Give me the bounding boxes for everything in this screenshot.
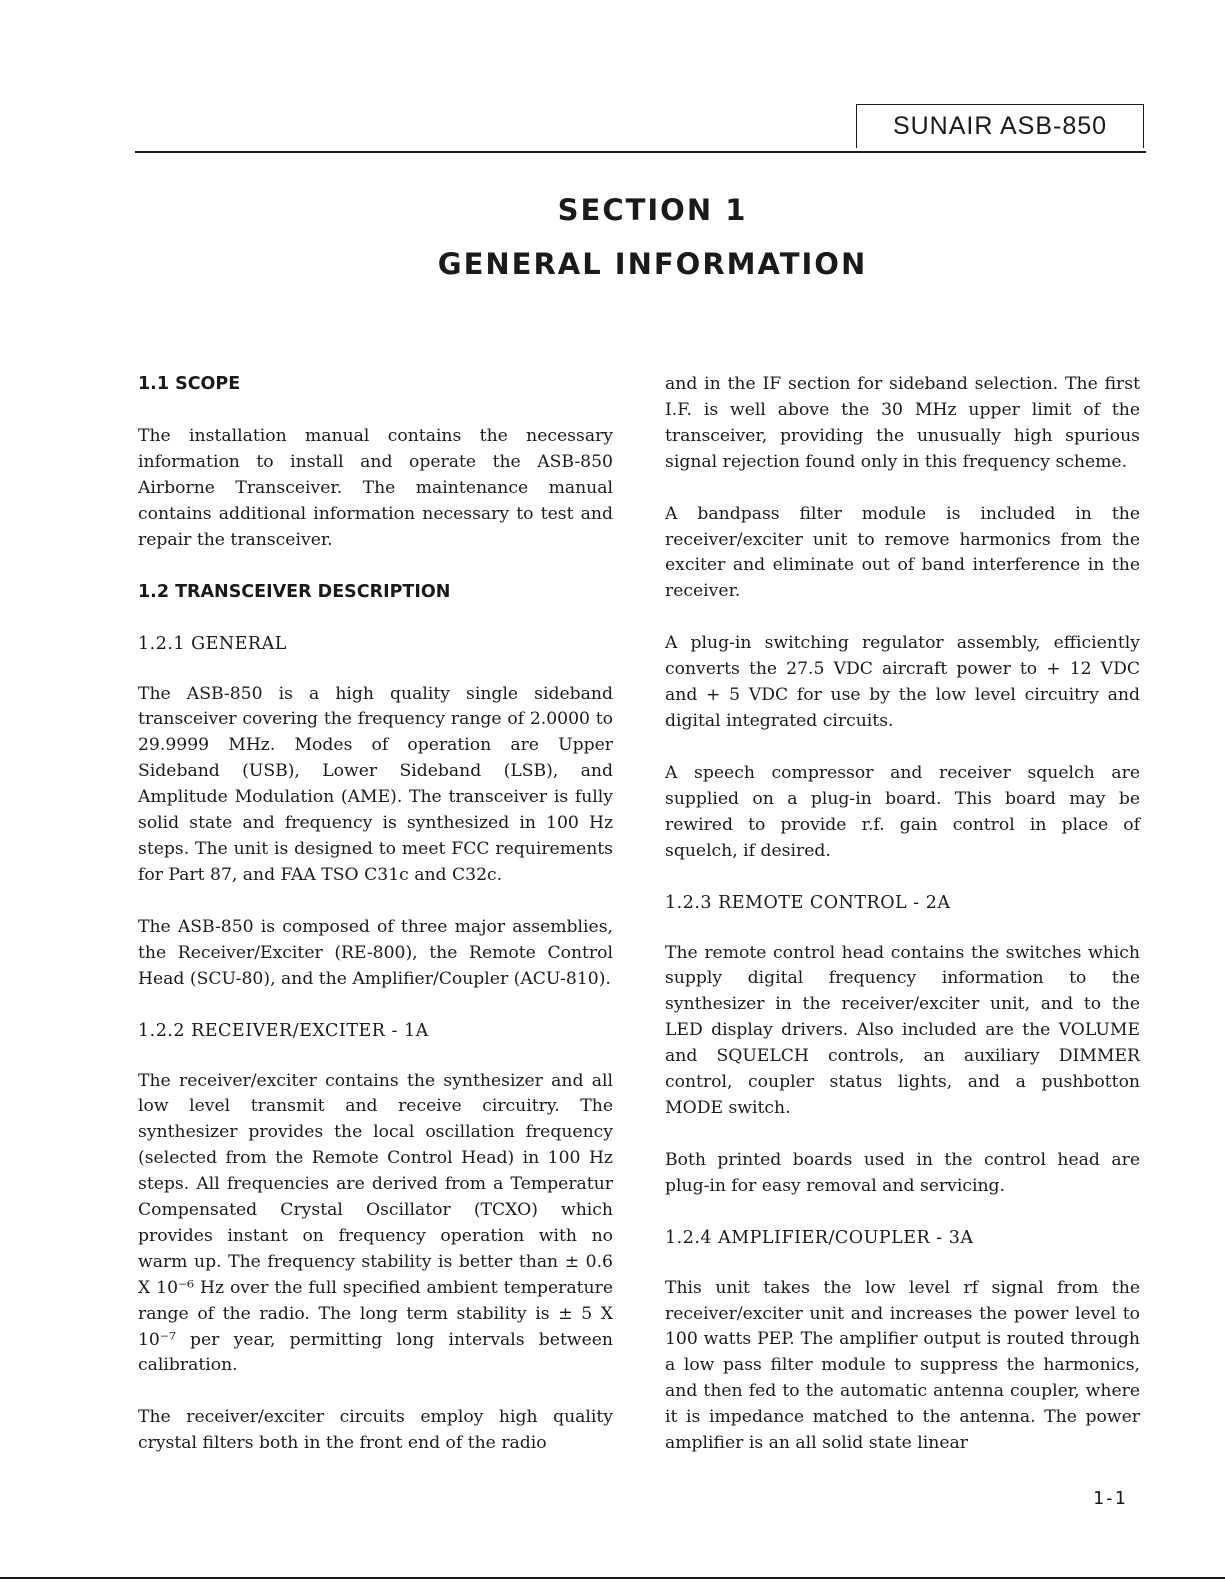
remote-control-paragraph-1: The remote control head contains the switches which supply digital frequency information to the synthesizer in the receiver/exciter unit, and to the LED display drivers. Also included are the VOLUME and SQUELCH controls, an auxiliary DIMMER control, coupler status lights, and a pushbotton MODE switch.	[665, 942, 1140, 1118]
receiver-exciter-paragraph-4: A plug-in switching regulator assembly, efficiently converts the 27.5 VDC aircraft power to + 12 VDC and + 5 VDC for use by the low level circuitry and digital integrated circuits.	[665, 633, 1140, 731]
scope-heading: 1.1 SCOPE	[138, 374, 241, 394]
general-paragraph-2: The ASB-850 is composed of three major assemblies, the Receiver/Exciter (RE-800), the Remote Control Head (SCU-80), and the Amplifier/Coupler (ACU-810).	[138, 916, 613, 989]
general-heading: 1.2.1 GENERAL	[138, 633, 287, 654]
receiver-exciter-paragraph-1: The receiver/exciter contains the synthesizer and all low level transmit and receive circuitry. The synthesizer provides the local oscillation frequency (selected from the Remote Control Head) in 100 Hz steps. All frequencies are derived from a Temperatur Compensated Crystal Oscillator (TCXO) which provides instant on frequency operation with no warm up. The frequency stability is better than ± 0.6 X 10⁻⁶ Hz over the full specified ambient temperature range of the radio. The long term stability is ± 5 X 10⁻⁷ per year, permitting long intervals between calibration.	[138, 1070, 613, 1376]
receiver-exciter-heading: 1.2.2 RECEIVER/EXCITER - 1A	[138, 1020, 429, 1041]
section-subtitle: GENERAL INFORMATION	[437, 247, 868, 281]
header-rule	[135, 151, 1146, 153]
transceiver-description-heading: 1.2 TRANSCEIVER DESCRIPTION	[138, 581, 451, 602]
right-column	[665, 372, 1140, 1483]
general-paragraph-1: The ASB-850 is a high quality single sideband transceiver covering the frequency range of 2.0000 to 29.9999 MHz. Modes of operation are Upper Sideband (USB), Lower Sideband (LSB), and Amplitude Modulation (AME). The transceiver is fully solid state and frequency is synthesized in 100 Hz steps. The unit is designed to meet FCC requirements for Part 87, and FAA TSO C31c and C32c.	[138, 683, 613, 885]
receiver-exciter-paragraph-2: The receiver/exciter circuits employ high quality crystal filters both in the front end of the radio	[138, 1407, 613, 1454]
left-column	[138, 372, 613, 1483]
receiver-exciter-paragraph-3: A bandpass filter module is included in the receiver/exciter unit to remove harmonics from the exciter and eliminate out of band interference in the receiver.	[665, 503, 1140, 602]
remote-control-paragraph-2: Both printed boards used in the control head are plug-in for easy removal and servicing.	[665, 1149, 1140, 1196]
remote-control-heading: 1.2.3 REMOTE CONTROL - 2A	[665, 892, 951, 913]
amplifier-coupler-paragraph-1: This unit takes the low level rf signal from the receiver/exciter unit and increases the power level to 100 watts PEP. The amplifier output is routed through a low pass filter module to suppress the harmonics, and then fed to the automatic antenna coupler, where it is impedance matched to the antenna. The power amplifier is an all solid state linear	[665, 1277, 1140, 1454]
receiver-exciter-paragraph-2-continued: and in the IF section for sideband selection. The first I.F. is well above the 30 MHz upper limit of the transceiver, providing the unusually high spurious signal rejection found only in this frequency scheme.	[665, 374, 1140, 472]
scope-paragraph: The installation manual contains the necessary information to install and operate the ASB-850 Airborne Transceiver. The maintenance manual contains additional information necessary to test and repair the transceiver.	[138, 426, 613, 550]
amplifier-coupler-heading: 1.2.4 AMPLIFIER/COUPLER - 3A	[665, 1227, 974, 1248]
page-number: 1-1	[1093, 1488, 1126, 1509]
section-title: SECTION 1	[557, 193, 748, 227]
model-header-box: SUNAIR ASB-850	[856, 104, 1144, 148]
receiver-exciter-paragraph-5: A speech compressor and receiver squelch are supplied on a plug-in board. This board may be rewired to provide r.f. gain control in place of squelch, if desired.	[665, 762, 1140, 861]
bottom-rule	[0, 1577, 1225, 1579]
